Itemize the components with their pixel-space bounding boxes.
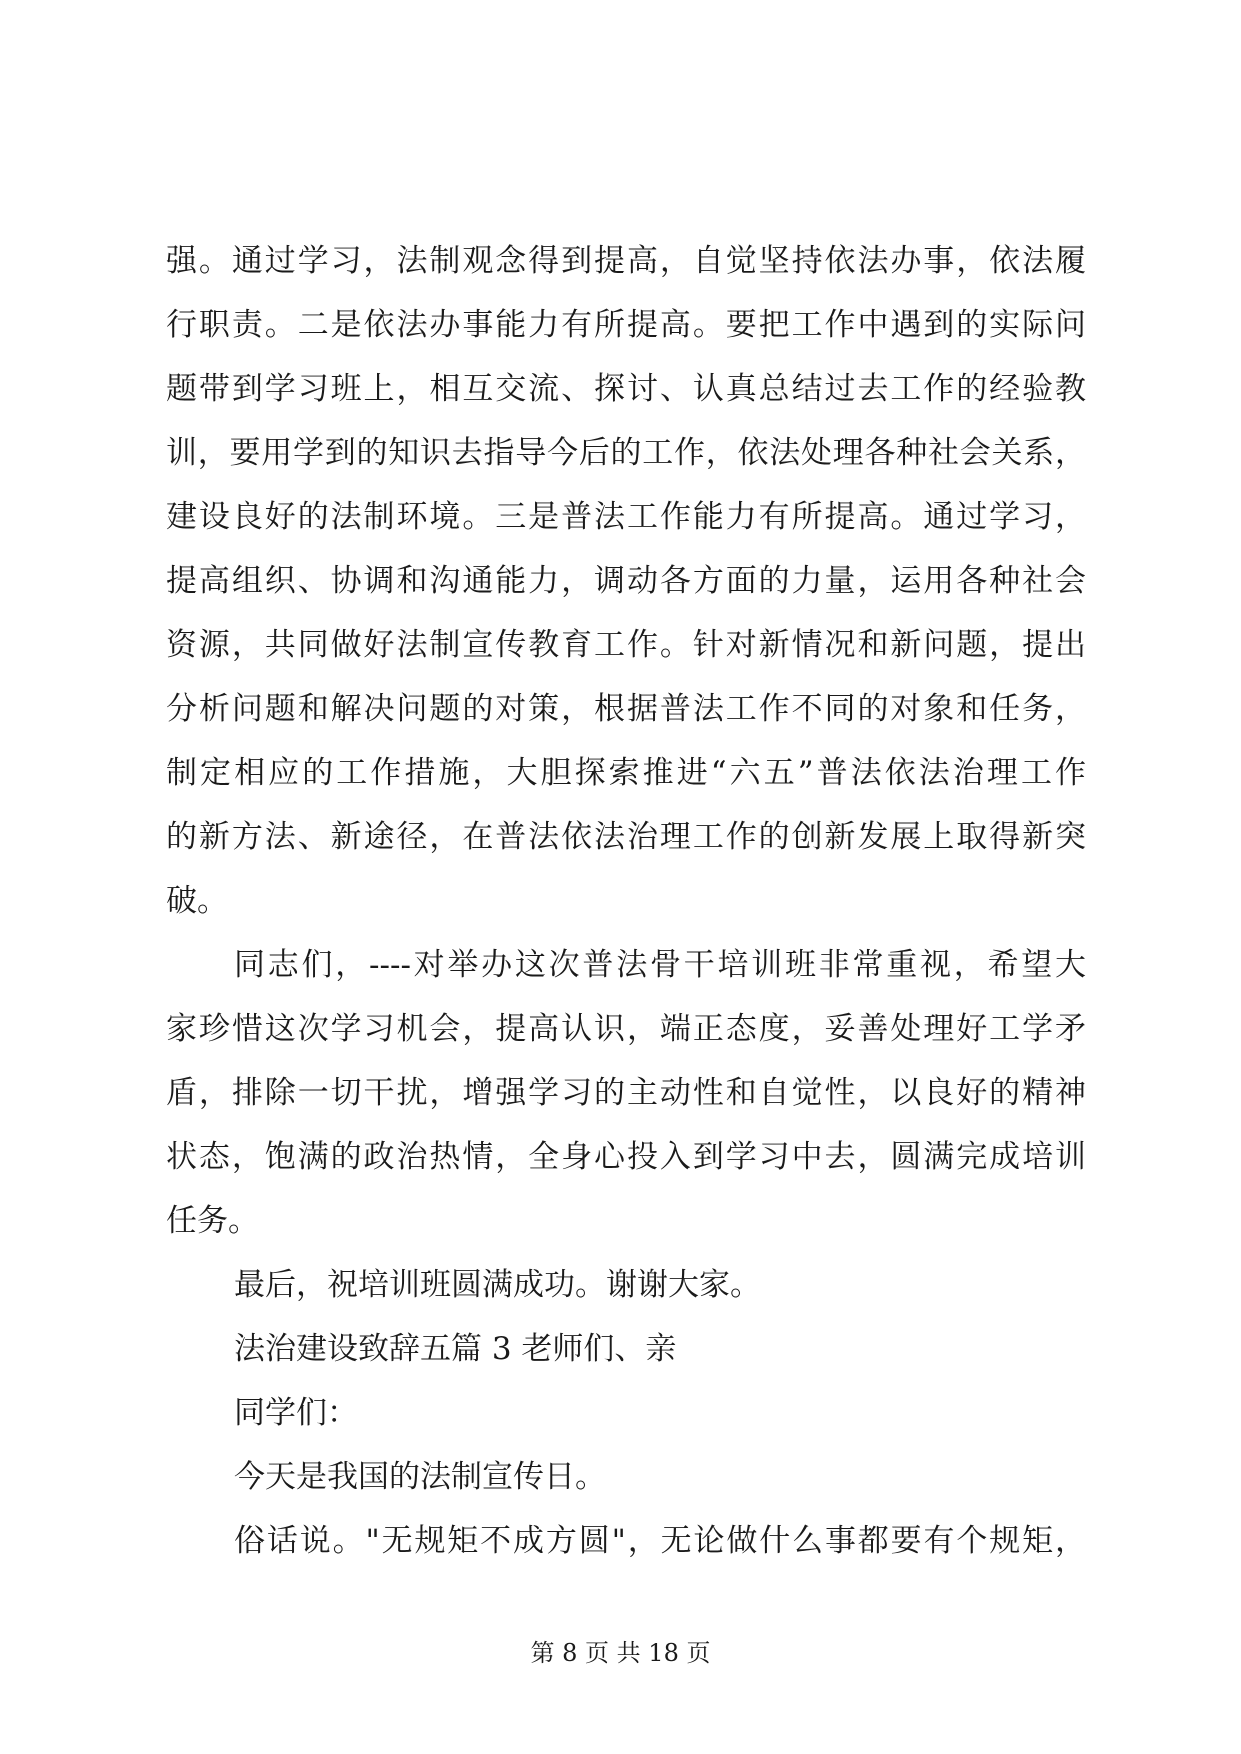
paragraph-6-line-1: 今天是我国的法制宣传日。 xyxy=(234,1459,606,1495)
paragraph-2-line-2: 家珍惜这次学习机会，提高认识，端正态度，妥善处理好工学矛 xyxy=(166,1011,1086,1047)
paragraph-3-line-1: 最后，祝培训班圆满成功。谢谢大家。 xyxy=(234,1267,761,1303)
paragraph-5-salutation: 同学们： xyxy=(234,1395,358,1431)
paragraph-2-line-1: 同志们，----对举办这次普法骨干培训班非常重视，希望大 xyxy=(234,947,1086,983)
paragraph-1-line-8: 分析问题和解决问题的对策，根据普法工作不同的对象和任务， xyxy=(166,691,1086,727)
document-body xyxy=(166,229,1086,1573)
paragraph-1-line-3: 题带到学习班上，相互交流、探讨、认真总结过去工作的经验教 xyxy=(166,371,1086,407)
paragraph-2-line-3: 盾，排除一切干扰，增强学习的主动性和自觉性，以良好的精神 xyxy=(166,1075,1086,1111)
page-number-footer: 第 8 页 共 18 页 xyxy=(530,1639,711,1667)
paragraph-1-line-10: 的新方法、新途径，在普法依法治理工作的创新发展上取得新突 xyxy=(166,819,1086,855)
paragraph-4-heading: 法治建设致辞五篇 3 老师们、亲 xyxy=(234,1331,677,1367)
paragraph-1-line-5: 建设良好的法制环境。三是普法工作能力有所提高。通过学习， xyxy=(166,499,1086,535)
paragraph-1-line-1: 强。通过学习，法制观念得到提高，自觉坚持依法办事，依法履 xyxy=(166,243,1086,279)
paragraph-2-line-4: 状态，饱满的政治热情，全身心投入到学习中去，圆满完成培训 xyxy=(166,1139,1086,1175)
paragraph-2-line-5: 任务。 xyxy=(166,1203,259,1239)
paragraph-1-line-7: 资源，共同做好法制宣传教育工作。针对新情况和新问题，提出 xyxy=(166,627,1086,663)
paragraph-1-line-9: 制定相应的工作措施，大胆探索推进“六五”普法依法治理工作 xyxy=(166,755,1086,791)
paragraph-1-line-4: 训，要用学到的知识去指导今后的工作，依法处理各种社会关系， xyxy=(166,435,1086,471)
paragraph-7-line-1: 俗话说。"无规矩不成方圆"，无论做什么事都要有个规矩， xyxy=(234,1523,1086,1559)
paragraph-1-line-6: 提高组织、协调和沟通能力，调动各方面的力量，运用各种社会 xyxy=(166,563,1086,599)
paragraph-1-line-11: 破。 xyxy=(166,883,228,919)
paragraph-1-line-2: 行职责。二是依法办事能力有所提高。要把工作中遇到的实际问 xyxy=(166,307,1086,343)
